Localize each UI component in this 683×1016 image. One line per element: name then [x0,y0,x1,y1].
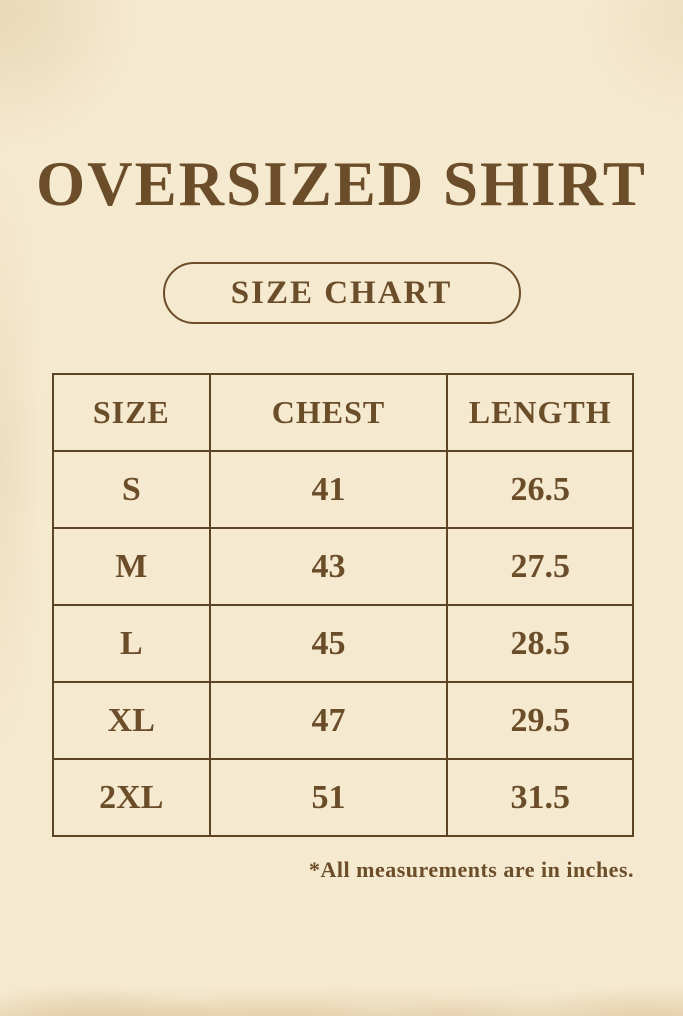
table-row [53,682,633,759]
page-title: OVERSIZED SHIRT [36,149,647,219]
cell-length: 27.5 [447,528,633,605]
cell-size: 2XL [53,759,210,836]
table-header-size: SIZE [53,374,210,451]
cell-chest: 45 [210,605,448,682]
cell-size: M [53,528,210,605]
cell-chest: 47 [210,682,448,759]
size-table [52,373,634,837]
table-row [53,528,633,605]
size-chart-badge [163,262,521,324]
cell-size: XL [53,682,210,759]
cell-length: 31.5 [447,759,633,836]
cell-length: 29.5 [447,682,633,759]
cell-chest: 43 [210,528,448,605]
cell-size: L [53,605,210,682]
table-row [53,451,633,528]
cell-length: 26.5 [447,451,633,528]
table-header-row [53,374,633,451]
cell-chest: 41 [210,451,448,528]
table-row [53,605,633,682]
table-header-length: LENGTH [447,374,633,451]
table-header-chest: CHEST [210,374,448,451]
cell-length: 28.5 [447,605,633,682]
cell-chest: 51 [210,759,448,836]
cell-size: S [53,451,210,528]
measurements-footnote: *All measurements are in inches. [309,857,634,882]
table-row [53,759,633,836]
size-chart-badge-label: SIZE CHART [230,274,453,311]
